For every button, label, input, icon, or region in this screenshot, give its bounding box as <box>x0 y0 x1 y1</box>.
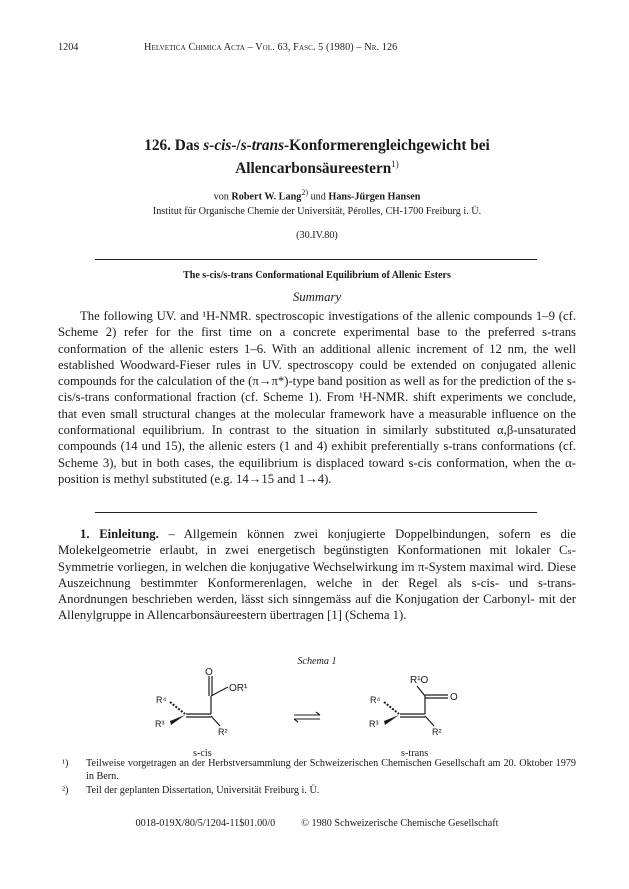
trans-ester-bond <box>417 686 425 696</box>
intro-text: – Allgemein können zwei konjugierte Doppelbindungen, sofern es die Molekelgeometrie erlaubt, in zwei energetisch begünstigten Konformationen mit lokaler Cₛ-Symmetrie vorliegen, in welchen die konjugative Wechselwirkung im π-System maximal wird. Diese Auszeichnung bestimmter Konformerenlagen, welche in der Regel als s-cis- und s-trans-Anordnungen beschrieben werden, lässt sich sinngemäss auf die Konjugation der Carbonyl- mit der Allenylgruppe in Allencarbonsäureestern übertragen [1] (Schema 1). <box>58 527 576 623</box>
author-1: Robert W. Lang <box>231 191 302 203</box>
title-cis: s-cis <box>203 137 232 154</box>
footnotes <box>58 757 576 798</box>
footnote-2-mark: ²) <box>62 785 69 796</box>
summary-body <box>58 308 576 487</box>
footnote-1-text: Teilweise vorgetragen an der Herbstversammlung der Schweizerischen Chemischen Gesellschaft am 20. Oktober 1979 in Bern. <box>86 758 576 782</box>
author-prefix: von <box>213 191 232 203</box>
cis-r2-bond <box>211 716 220 726</box>
title-line2: Allencarbonsäureestern <box>235 160 392 178</box>
institution: Institut für Organische Chemie der Universität, Pérolles, CH-1700 Freiburg i. Ü. <box>152 206 482 217</box>
author-and: und <box>308 191 329 203</box>
s-trans-structure <box>384 686 448 726</box>
cis-r2: R² <box>218 727 228 737</box>
title-sep: -/ <box>231 137 241 154</box>
title-footnote-mark: 1 <box>391 159 396 169</box>
summary-paragraph: The following UV. and ¹H-NMR. spectroscopic investigations of the allenic compounds 1–9 (cf. Scheme 2) refer for the first time on a concrete experimental base to the preferred s-trans conformation of the allenic esters 1–6. With an additional allenic increment of 12 nm, the well established Woodward-Fieser rules in UV. spectroscopy could be extended on conjugated allenic compounds for the calculation of the (π→π*)-type band position as well as for the prediction of the s-cis/s-trans conformational fraction (cf. Scheme 1). From ¹H-NMR. shift experiments we conclude, that even small structural changes at the molecular framework have a measurable influence on the conformational equilibrium. In contrast to the situation in similarly substituted α,β-unsaturated compounds (14 und 15), the allenic esters (1 and 4) exhibit preferentially s-trans conformations (cf. Scheme 3), but in both cases, the equilibrium is displaced toward s-cis conformation, when the α-position is methyl substituted (e.g. 14→15 and 1→4). <box>58 309 576 486</box>
cis-r4-hashed-bond <box>170 702 185 714</box>
cis-carbonyl-o: O <box>205 668 213 678</box>
issn-code: 0018-019X/80/5/1204-11$01.00/0 <box>135 818 276 829</box>
s-trans-label: s-trans <box>401 748 429 758</box>
trans-r2-bond <box>425 716 434 726</box>
trans-carbonyl-o: O <box>450 692 458 703</box>
summary-heading: Summary <box>292 290 342 304</box>
cis-r3-wedge-bond <box>170 715 185 725</box>
introduction <box>58 526 576 624</box>
scheme-label: Schema 1 <box>297 656 337 667</box>
copyright: © 1980 Schweizerische Chemische Gesellschaft <box>301 818 499 829</box>
s-cis-label: s-cis <box>193 748 212 758</box>
author-1-footnote-mark: 2 <box>301 188 306 197</box>
footnote-1-mark: ¹) <box>62 758 69 769</box>
cis-ester-bond <box>211 687 228 696</box>
cis-r4: R⁴ <box>156 695 167 705</box>
trans-r3-wedge-bond <box>384 715 399 725</box>
trans-r4: R⁴ <box>370 695 381 705</box>
scheme-1-diagram <box>58 668 576 758</box>
running-header <box>58 42 578 56</box>
trans-r3: R³ <box>369 719 379 729</box>
article-number: 126. <box>144 137 171 154</box>
title-prefix: Das <box>174 137 204 154</box>
trans-r4-hashed-bond <box>384 702 399 714</box>
top-rule <box>95 259 537 260</box>
page-footer <box>58 818 576 829</box>
title-trans: s-trans <box>240 137 285 154</box>
trans-r1o: R¹O <box>410 675 429 686</box>
s-cis-structure <box>170 676 228 726</box>
cis-or1: OR¹ <box>229 683 248 694</box>
trans-r2: R² <box>432 727 442 737</box>
intro-heading: 1. Einleitung. <box>80 527 159 541</box>
received-date: (30.IV.80) <box>296 230 338 241</box>
title-rest: -Konformerengleichgewicht bei <box>284 137 490 154</box>
footnote-1 <box>58 757 576 783</box>
authors-line: von Robert W. Lang$^{2)}$ und Hans-Jürgen Hansen <box>213 188 421 203</box>
running-head: Helvetica Chimica Acta – Vol. 63, Fasc. 5 (1980) – Nr. 126 <box>144 42 398 53</box>
intro-paragraph <box>58 526 576 624</box>
article-title: 126. Das s-cis-/s-trans-Konformerengleichgewicht bei Allencarbonsäureestern$^{1)}$ <box>144 137 490 178</box>
footnote-2 <box>58 784 576 797</box>
cis-r3: R³ <box>155 719 165 729</box>
author-2: Hans-Jürgen Hansen <box>328 191 421 203</box>
bottom-rule <box>95 512 537 513</box>
english-title: The s-cis/s-trans Conformational Equilibrium of Allenic Esters <box>183 270 451 281</box>
footnote-2-text: Teil der geplanten Dissertation, Universität Freiburg i. Ü. <box>86 785 320 796</box>
equilibrium-arrows <box>294 712 320 722</box>
page-number: 1204 <box>58 42 79 53</box>
